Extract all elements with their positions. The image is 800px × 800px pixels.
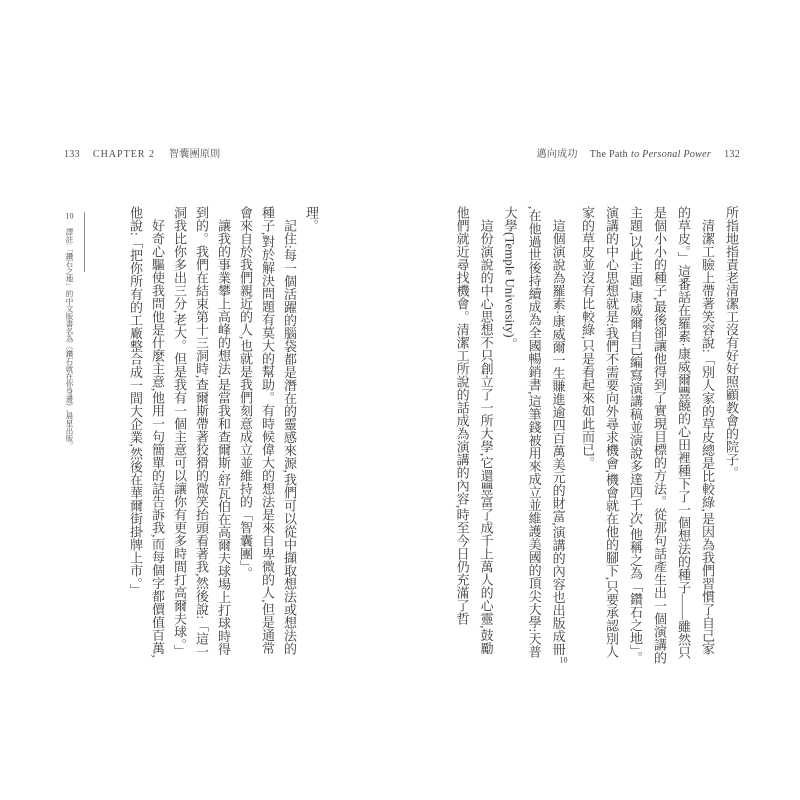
- book-title-en-italic: to Personal Power: [630, 149, 712, 160]
- paragraph: 所指地指責老清潔工沒有好好照顧教會的院子。: [724, 206, 739, 479]
- book-title-en: The Path: [589, 149, 628, 160]
- paragraph-segment: ,在他過世後持續成為全國暢銷書,這筆錢被用來成立並維護美國的頂尖大學:天普大學(Temple University)。: [502, 206, 542, 659]
- header-left: [64, 145, 220, 160]
- footnote-number: 10: [65, 212, 74, 220]
- paragraph: 好奇心驅使我問他是什麼主意,他用一句簡單的話告訴我,而每個字都價值百萬,他說:「把你所有的工廠整合成一間大企業,然後在華爾街掛牌上市。」: [128, 206, 165, 658]
- page-number-right: 132: [724, 149, 740, 160]
- page-number-left: 133: [64, 149, 80, 160]
- chapter-label: CHAPTER 2: [92, 149, 155, 160]
- chapter-title: 智囊團原則: [168, 149, 221, 160]
- footnote-text: 譯註:「鑽石之地」的中文版書名為《鑽石就在你身邊》,晨星出版。: [65, 228, 74, 450]
- paragraph: 記住:每一個活躍的腦袋都是潛在的靈感來源,我們可以從中擷取想法或想法的種子,對於解決問題有莫大的幫助。有時候偉大的想法是來自卑微的人,但是通常會來自於我們親近的人,也就是我們刻意成立並維持的「智囊團」。: [238, 206, 297, 655]
- paragraph: 理。: [304, 206, 319, 232]
- footnote-separator-rule: [84, 212, 85, 272]
- paragraph-segment: 這個演說為羅素·康威爾一生賺進逾四百萬美元的財富,演講的內容也出版成冊: [550, 219, 566, 656]
- right-page-body: [450, 206, 743, 665]
- paragraph: 清潔工臉上帶著笑容說:「別人家的草皮總是比較綠,是因為我們習慣了自己家的草皮。」這番話在羅素·康威爾豐饒的心田裡種下了一個想法的種子——雖然只是個小小的種子,最後卻讓他得到了實現目標的方法。從那句話產生出一個演講的主題,以此主題,康威爾自己編寫演講稿並演說多達四千次,他稱之為「鑽石之地」。演講的中心思想就是:我們不需要向外尋求機會,機會就在他的腳下,只要承認別人家的草皮並沒有比較綠,只是看起來如此而已。: [580, 206, 715, 665]
- footnote-ref-10: 10: [559, 655, 568, 664]
- paragraph: 這份演說的中心思想不只創立了一所大學,它還豐富了成千上萬人的心靈,鼓勵他們就近尋找機會。清潔工所說的話成為演講的內容,時至今日仍充滿了哲: [454, 206, 494, 655]
- header-right: [537, 145, 740, 160]
- paragraph: 讓我的事業攀上高峰的想法,是當我和查爾斯·舒瓦伯在高爾夫球場上打球時得到的。我們在結束第十三洞時,查爾斯帶著狡猾的微笑抬頭看著我,然後說:「這一洞我比你多出三分,老大。但是我有一個主意可以讓你有更多時間打高爾夫球。」: [172, 206, 231, 659]
- book-title-zh: 邁向成功: [536, 149, 578, 160]
- left-page-body: [124, 206, 322, 665]
- footnote: [63, 212, 76, 512]
- paragraph: [498, 206, 575, 665]
